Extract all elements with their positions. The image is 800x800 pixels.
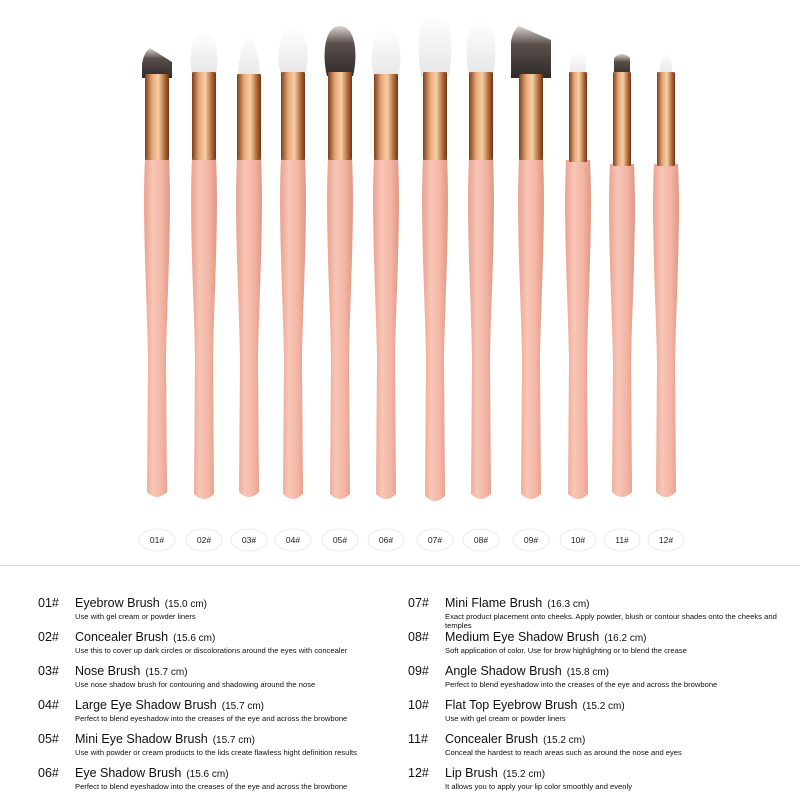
brush-bristles xyxy=(279,27,308,76)
brush-ferrule xyxy=(281,72,305,160)
brush-number-label: 10# xyxy=(570,535,586,545)
legend-brush-size: (15.2 cm) xyxy=(582,701,625,712)
brush-ferrule xyxy=(328,72,352,160)
legend-brush-name: Mini Flame Brush (16.3 cm) xyxy=(445,596,590,610)
legend-brush-name: Eyebrow Brush (15.0 cm) xyxy=(75,596,207,610)
legend-number: 02# xyxy=(38,630,59,644)
legend-brush-name: Angle Shadow Brush (15.8 cm) xyxy=(445,664,609,678)
brush-ferrule xyxy=(519,74,543,160)
legend-brush-name: Eye Shadow Brush (15.6 cm) xyxy=(75,766,229,780)
brush-handle xyxy=(280,158,306,499)
legend-entry-07 xyxy=(408,596,778,630)
brush-04-illustration xyxy=(275,27,311,551)
brush-number-label: 06# xyxy=(378,535,394,545)
legend-brush-name: Concealer Brush (15.6 cm) xyxy=(75,630,216,644)
legend-number: 09# xyxy=(408,664,429,678)
legend-brush-name: Mini Eye Shadow Brush (15.7 cm) xyxy=(75,732,255,746)
brush-bristles xyxy=(191,32,218,76)
brush-number-label: 11# xyxy=(615,535,629,545)
brush-number-label: 12# xyxy=(658,535,674,545)
brush-bristles xyxy=(419,14,452,76)
brush-number-label: 04# xyxy=(285,535,301,545)
brush-handle xyxy=(609,164,635,497)
brush-03-illustration xyxy=(231,34,267,551)
legend-brush-name: Lip Brush (15.2 cm) xyxy=(445,766,546,780)
legend-brush-size: (15.0 cm) xyxy=(164,599,207,610)
legend-description: Use this to cover up dark circles or discolorations around the eyes with concealer xyxy=(75,646,348,655)
brush-ferrule xyxy=(374,74,398,160)
legend-description: Perfect to blend eyeshadow into the creases of the eye and across the browbone xyxy=(75,714,348,723)
brush-ferrule xyxy=(569,72,587,162)
brush-group xyxy=(139,14,684,551)
legend-brush-name: Nose Brush (15.7 cm) xyxy=(75,664,188,678)
legend-number: 05# xyxy=(38,732,59,746)
brush-bristles xyxy=(511,26,551,78)
legend-entry-09 xyxy=(408,664,778,698)
legend-brush-size: (15.6 cm) xyxy=(173,633,216,644)
legend-brush-size: (16.2 cm) xyxy=(604,633,647,644)
legend-number: 07# xyxy=(408,596,429,610)
legend-brush-size: (15.2 cm) xyxy=(543,735,586,746)
legend-brush-name: Concealer Brush (15.2 cm) xyxy=(445,732,586,746)
brush-number-label: 05# xyxy=(332,535,348,545)
brush-06-illustration xyxy=(368,28,404,551)
legend-description: Exact product placement onto cheeks. Apply powder, blush or contour shades onto the cheeks and temples xyxy=(445,612,777,630)
brush-handle xyxy=(191,158,217,499)
brush-handle xyxy=(236,158,262,497)
brush-ferrule xyxy=(613,72,631,166)
brush-handle xyxy=(518,158,544,499)
legend-number: 03# xyxy=(38,664,59,678)
brush-handle xyxy=(373,158,399,499)
legend-entry-10 xyxy=(408,698,778,732)
legend-number: 08# xyxy=(408,630,429,644)
brush-ferrule xyxy=(657,72,675,166)
brush-12-illustration xyxy=(648,52,684,551)
legend-entry-03 xyxy=(38,664,408,698)
brush-handle xyxy=(468,158,494,499)
legend-brush-name: Large Eye Shadow Brush (15.7 cm) xyxy=(75,698,264,712)
legend-entry-12 xyxy=(408,766,778,800)
brush-bristles xyxy=(372,28,401,78)
brush-handle xyxy=(565,160,591,499)
legend-entry-08 xyxy=(408,630,778,664)
brush-ferrule xyxy=(192,72,216,160)
legend-brush-name: Medium Eye Shadow Brush (16.2 cm) xyxy=(445,630,647,644)
brush-11-illustration xyxy=(604,54,640,551)
brush-bristles xyxy=(238,34,260,78)
brush-number-label: 03# xyxy=(241,535,257,545)
brush-ferrule xyxy=(237,74,261,160)
legend-brush-size: (15.8 cm) xyxy=(566,667,609,678)
legend-entry-11 xyxy=(408,732,778,766)
brush-handle xyxy=(327,158,353,499)
legend-number: 12# xyxy=(408,766,429,780)
legend-brush-size: (16.3 cm) xyxy=(547,599,590,610)
legend-description: Soft application of color. Use for brow highlighting or to blend the crease xyxy=(445,646,687,655)
legend-description: Use with gel cream or powder liners xyxy=(75,612,196,621)
legend-number: 11# xyxy=(408,732,428,746)
legend-brush-size: (15.7 cm) xyxy=(212,735,255,746)
brush-bristles xyxy=(325,26,356,76)
brush-ferrule xyxy=(423,72,447,160)
legend-number: 10# xyxy=(408,698,429,712)
brush-number-label: 07# xyxy=(427,535,443,545)
legend-brush-name: Flat Top Eyebrow Brush (15.2 cm) xyxy=(445,698,625,712)
legend-description: Perfect to blend eyeshadow into the creases of the eye and across the browbone xyxy=(75,782,348,791)
brush-handle xyxy=(653,164,679,497)
legend-entry-04 xyxy=(38,698,408,732)
brush-bristles xyxy=(142,48,172,78)
brush-10-illustration xyxy=(560,52,596,551)
legend-brush-size: (15.7 cm) xyxy=(221,701,264,712)
legend-entry-01 xyxy=(38,596,408,630)
divider xyxy=(0,565,800,566)
legend-entry-05 xyxy=(38,732,408,766)
legend-description: Use with gel cream or powder liners xyxy=(445,714,566,723)
brush-handle xyxy=(422,158,448,501)
brush-07-illustration xyxy=(417,14,453,551)
brush-handle xyxy=(144,158,170,497)
brush-ferrule xyxy=(145,74,169,160)
legend-brush-size: (15.6 cm) xyxy=(186,769,229,780)
brush-number-label: 08# xyxy=(473,535,489,545)
legend-number: 01# xyxy=(38,596,59,610)
legend-brush-size: (15.2 cm) xyxy=(502,769,546,780)
brush-08-illustration xyxy=(463,20,499,551)
brush-number-label: 01# xyxy=(149,535,165,545)
legend-description: Conceal the hardest to reach areas such as around the nose and eyes xyxy=(445,748,682,757)
legend-number: 04# xyxy=(38,698,59,712)
legend-entry-06 xyxy=(38,766,408,800)
legend-number: 06# xyxy=(38,766,59,780)
brush-05-illustration xyxy=(322,26,358,551)
legend-description: Perfect to blend eyeshadow into the creases of the eye and across the browbone xyxy=(445,680,718,689)
legend-brush-size: (15.7 cm) xyxy=(145,667,188,678)
brush-number-label: 09# xyxy=(523,535,539,545)
legend-description: It allows you to apply your lip color smoothly and evenly xyxy=(445,782,632,791)
brush-09-illustration xyxy=(511,26,551,551)
brush-number-label: 02# xyxy=(196,535,212,545)
brush-01-illustration xyxy=(139,48,175,551)
brush-02-illustration xyxy=(186,32,222,551)
brush-bristles xyxy=(467,20,496,76)
legend-description: Use with powder or cream products to the lids create flawless hight definition results xyxy=(75,748,357,757)
legend-entry-02 xyxy=(38,630,408,664)
brush-ferrule xyxy=(469,72,493,160)
legend-description: Use nose shadow brush for contouring and shadowing around the nose xyxy=(75,680,316,689)
